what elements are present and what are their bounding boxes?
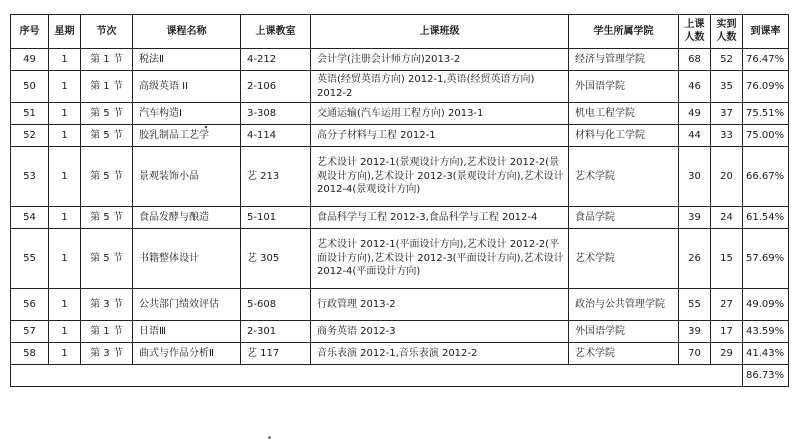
cell-present: 29 [711, 343, 743, 365]
cell-period: 第 1 节 [81, 71, 133, 103]
table-row [11, 125, 789, 147]
cell-class-group: 交通运输(汽车运用工程方向) 2013-1 [311, 103, 569, 125]
cell-rate: 43.59% [743, 321, 789, 343]
header-no: 序号 [11, 15, 49, 49]
total-spacer [11, 365, 743, 387]
cell-period: 第 1 节 [81, 49, 133, 71]
cell-room: 5-101 [241, 207, 311, 229]
cell-weekday: 1 [49, 147, 81, 207]
cell-school: 外国语学院 [569, 321, 679, 343]
cell-enrolled: 46 [679, 71, 711, 103]
cell-weekday: 1 [49, 343, 81, 365]
cell-course: 曲式与作品分析Ⅱ [133, 343, 241, 365]
cell-room: 2-106 [241, 71, 311, 103]
cell-enrolled: 26 [679, 229, 711, 289]
cell-school: 经济与管理学院 [569, 49, 679, 71]
cell-present: 27 [711, 289, 743, 321]
cell-enrolled: 49 [679, 103, 711, 125]
cell-weekday: 1 [49, 321, 81, 343]
table-row [11, 103, 789, 125]
cell-school: 外国语学院 [569, 71, 679, 103]
cell-room: 艺 117 [241, 343, 311, 365]
cell-course: 食品发酵与酿造 [133, 207, 241, 229]
cell-period: 第 5 节 [81, 125, 133, 147]
cell-no: 56 [11, 289, 49, 321]
cell-course: 胶乳制品工艺学 [133, 125, 241, 147]
cell-rate: 57.69% [743, 229, 789, 289]
header-enrolled-line2: 人数 [684, 31, 705, 43]
total-row [11, 365, 789, 387]
cell-weekday: 1 [49, 229, 81, 289]
table-row [11, 207, 789, 229]
scan-speck-bottom [268, 436, 271, 439]
cell-weekday: 1 [49, 71, 81, 103]
cell-course: 汽车构造Ⅰ [133, 103, 241, 125]
cell-course: 税法Ⅱ [133, 49, 241, 71]
cell-weekday: 1 [49, 125, 81, 147]
header-present-line2: 人数 [716, 31, 737, 43]
header-class: 上课班级 [311, 15, 569, 49]
cell-enrolled: 39 [679, 321, 711, 343]
cell-no: 54 [11, 207, 49, 229]
cell-weekday: 1 [49, 103, 81, 125]
cell-class-group: 艺术设计 2012-1(平面设计方向),艺术设计 2012-2(平面设计方向),艺术设计 2012-3(平面设计方向),艺术设计 2012-4(平面设计方向) [311, 229, 569, 289]
cell-period: 第 5 节 [81, 103, 133, 125]
cell-class-group: 食品科学与工程 2012-3,食品科学与工程 2012-4 [311, 207, 569, 229]
cell-class-group: 艺术设计 2012-1(景观设计方向),艺术设计 2012-2(景观设计方向),艺术设计 2012-3(景观设计方向),艺术设计 2012-4(景观设计方向) [311, 147, 569, 207]
header-period: 节次 [81, 15, 133, 49]
cell-room: 4-114 [241, 125, 311, 147]
cell-period: 第 1 节 [81, 321, 133, 343]
cell-class-group: 英语(经贸英语方向) 2012-1,英语(经贸英语方向) 2012-2 [311, 71, 569, 103]
cell-present: 24 [711, 207, 743, 229]
cell-room: 艺 305 [241, 229, 311, 289]
cell-course: 公共部门绩效评估 [133, 289, 241, 321]
cell-rate: 41.43% [743, 343, 789, 365]
table-row [11, 289, 789, 321]
cell-rate: 49.09% [743, 289, 789, 321]
table-row [11, 49, 789, 71]
cell-room: 3-308 [241, 103, 311, 125]
cell-rate: 61.54% [743, 207, 789, 229]
cell-course: 景观装饰小品 [133, 147, 241, 207]
cell-school: 材料与化工学院 [569, 125, 679, 147]
header-enrolled [679, 15, 711, 49]
header-weekday: 星期 [49, 15, 81, 49]
cell-period: 第 5 节 [81, 229, 133, 289]
cell-rate: 76.47% [743, 49, 789, 71]
cell-room: 5-608 [241, 289, 311, 321]
cell-period: 第 3 节 [81, 343, 133, 365]
header-enrolled-line1: 上课 [684, 19, 705, 30]
cell-no: 55 [11, 229, 49, 289]
cell-school: 艺术学院 [569, 343, 679, 365]
cell-no: 51 [11, 103, 49, 125]
cell-class-group: 高分子材料与工程 2012-1 [311, 125, 569, 147]
cell-class-group: 商务英语 2012-3 [311, 321, 569, 343]
cell-present: 17 [711, 321, 743, 343]
table-row [11, 343, 789, 365]
table-body [11, 49, 789, 365]
cell-rate: 75.51% [743, 103, 789, 125]
table-row [11, 321, 789, 343]
cell-school: 机电工程学院 [569, 103, 679, 125]
cell-class-group: 会计学(注册会计师方向)2013-2 [311, 49, 569, 71]
total-rate: 86.73% [743, 365, 789, 387]
table-row [11, 229, 789, 289]
header-row [11, 15, 789, 49]
cell-no: 52 [11, 125, 49, 147]
cell-enrolled: 70 [679, 343, 711, 365]
cell-school: 艺术学院 [569, 229, 679, 289]
cell-school: 食品学院 [569, 207, 679, 229]
cell-enrolled: 44 [679, 125, 711, 147]
cell-no: 58 [11, 343, 49, 365]
cell-no: 49 [11, 49, 49, 71]
cell-enrolled: 68 [679, 49, 711, 71]
cell-present: 20 [711, 147, 743, 207]
cell-school: 艺术学院 [569, 147, 679, 207]
cell-school: 政治与公共管理学院 [569, 289, 679, 321]
cell-class-group: 音乐表演 2012-1,音乐表演 2012-2 [311, 343, 569, 365]
header-school: 学生所属学院 [569, 15, 679, 49]
cell-course: 高级英语 II [133, 71, 241, 103]
attendance-table [10, 14, 789, 387]
cell-room: 艺 213 [241, 147, 311, 207]
cell-enrolled: 55 [679, 289, 711, 321]
cell-present: 35 [711, 71, 743, 103]
cell-class-group: 行政管理 2013-2 [311, 289, 569, 321]
header-present-line1: 实到 [716, 19, 737, 30]
cell-weekday: 1 [49, 207, 81, 229]
cell-rate: 75.00% [743, 125, 789, 147]
cell-present: 15 [711, 229, 743, 289]
header-room: 上课教室 [241, 15, 311, 49]
cell-weekday: 1 [49, 289, 81, 321]
cell-enrolled: 30 [679, 147, 711, 207]
cell-course: 日语Ⅲ [133, 321, 241, 343]
cell-course: 书籍整体设计 [133, 229, 241, 289]
scan-speck [205, 126, 207, 128]
cell-period: 第 5 节 [81, 207, 133, 229]
header-course: 课程名称 [133, 15, 241, 49]
cell-rate: 76.09% [743, 71, 789, 103]
cell-no: 50 [11, 71, 49, 103]
table-row [11, 147, 789, 207]
cell-room: 4-212 [241, 49, 311, 71]
cell-no: 53 [11, 147, 49, 207]
header-present [711, 15, 743, 49]
cell-present: 52 [711, 49, 743, 71]
cell-rate: 66.67% [743, 147, 789, 207]
cell-enrolled: 39 [679, 207, 711, 229]
cell-no: 57 [11, 321, 49, 343]
cell-room: 2-301 [241, 321, 311, 343]
cell-period: 第 5 节 [81, 147, 133, 207]
table-row [11, 71, 789, 103]
cell-weekday: 1 [49, 49, 81, 71]
cell-present: 37 [711, 103, 743, 125]
cell-period: 第 3 节 [81, 289, 133, 321]
header-rate: 到课率 [743, 15, 789, 49]
cell-present: 33 [711, 125, 743, 147]
